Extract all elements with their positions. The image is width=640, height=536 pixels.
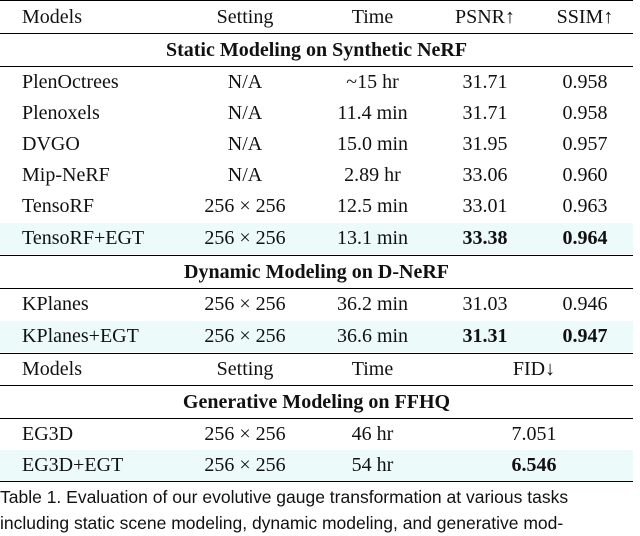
cell-ssim: 0.946 (562, 293, 608, 315)
cell-time: 2.89 hr (344, 164, 401, 186)
cell-time: 11.4 min (337, 102, 408, 124)
header-setting: Setting (216, 6, 274, 28)
table-header (0, 2, 633, 33)
cell-psnr: 33.01 (462, 195, 508, 217)
header-models: Models (22, 358, 82, 380)
table-row-highlighted (0, 223, 633, 254)
cell-setting: 256 × 256 (204, 195, 286, 217)
cell-model: PlenOctrees (22, 71, 119, 93)
cell-fid-best: 6.546 (511, 454, 557, 476)
cell-time: 54 hr (351, 454, 394, 476)
cell-ssim: 0.957 (562, 133, 608, 155)
header-setting: Setting (216, 358, 274, 380)
cell-setting: N/A (227, 164, 263, 186)
header-models: Models (22, 6, 82, 28)
table-row (0, 160, 633, 191)
cell-time: 36.6 min (336, 325, 409, 347)
cell-setting: 256 × 256 (204, 293, 286, 315)
cell-model: TensoRF (22, 195, 94, 217)
cell-psnr: 31.95 (462, 133, 508, 155)
top-rule (0, 0, 633, 1)
table-caption (0, 484, 640, 536)
table-row-highlighted (0, 450, 633, 481)
cell-model: KPlanes+EGT (22, 325, 139, 347)
header-psnr: PSNR↑ (454, 6, 516, 28)
table-row-highlighted (0, 321, 633, 352)
cell-model: EG3D+EGT (22, 454, 124, 476)
section-title-generative: Generative Modeling on FFHQ (182, 391, 451, 413)
cell-time: 36.2 min (336, 293, 409, 315)
cell-psnr: 31.03 (462, 293, 508, 315)
cell-setting: 256 × 256 (204, 423, 286, 445)
cell-model: KPlanes (22, 293, 89, 315)
header-time: Time (351, 6, 394, 28)
header-fid: FID↓ (512, 358, 556, 380)
cell-model: Plenoxels (22, 102, 100, 124)
cell-psnr: 31.71 (462, 102, 508, 124)
cell-setting: N/A (227, 133, 263, 155)
header-time: Time (351, 358, 394, 380)
bottom-rule (0, 481, 633, 482)
cell-time: 13.1 min (336, 227, 409, 249)
cell-time: 15.0 min (336, 133, 409, 155)
cell-fid: 7.051 (511, 423, 557, 445)
header-ssim: SSIM↑ (556, 6, 614, 28)
caption-line-2: including static scene modeling, dynamic modeling, and generative mod- (0, 513, 564, 533)
cell-setting: 256 × 256 (204, 454, 286, 476)
cell-setting: N/A (227, 71, 263, 93)
cell-setting: 256 × 256 (204, 227, 286, 249)
cell-ssim: 0.963 (562, 195, 608, 217)
section-title-static: Static Modeling on Synthetic NeRF (165, 39, 468, 61)
cell-ssim-best: 0.947 (562, 325, 608, 347)
cell-ssim: 0.958 (562, 71, 608, 93)
cell-psnr-best: 33.38 (462, 227, 508, 249)
cell-model: DVGO (22, 133, 80, 155)
cell-psnr: 31.71 (462, 71, 508, 93)
cell-model: TensoRF+EGT (22, 227, 145, 249)
cell-setting: N/A (227, 102, 263, 124)
section-title-dynamic: Dynamic Modeling on D-NeRF (184, 261, 449, 283)
cell-ssim: 0.960 (562, 164, 608, 186)
cell-time: ~15 hr (346, 71, 399, 93)
table-row (0, 289, 633, 320)
table-row (0, 419, 633, 450)
cell-psnr: 33.06 (462, 164, 508, 186)
table-header-2 (0, 354, 633, 385)
caption-line-1: Table 1. Evaluation of our evolutive gauge transformation at various tasks (0, 487, 569, 507)
cell-setting: 256 × 256 (204, 325, 286, 347)
cell-ssim: 0.958 (562, 102, 608, 124)
cell-ssim-best: 0.964 (562, 227, 608, 249)
cell-psnr-best: 31.31 (462, 325, 508, 347)
table-row (0, 98, 633, 129)
cell-time: 46 hr (351, 423, 394, 445)
table-row (0, 191, 633, 222)
table-row (0, 129, 633, 160)
cell-model: EG3D (22, 423, 74, 445)
table-row (0, 67, 633, 98)
cell-time: 12.5 min (336, 195, 409, 217)
cell-model: Mip-NeRF (22, 164, 110, 186)
